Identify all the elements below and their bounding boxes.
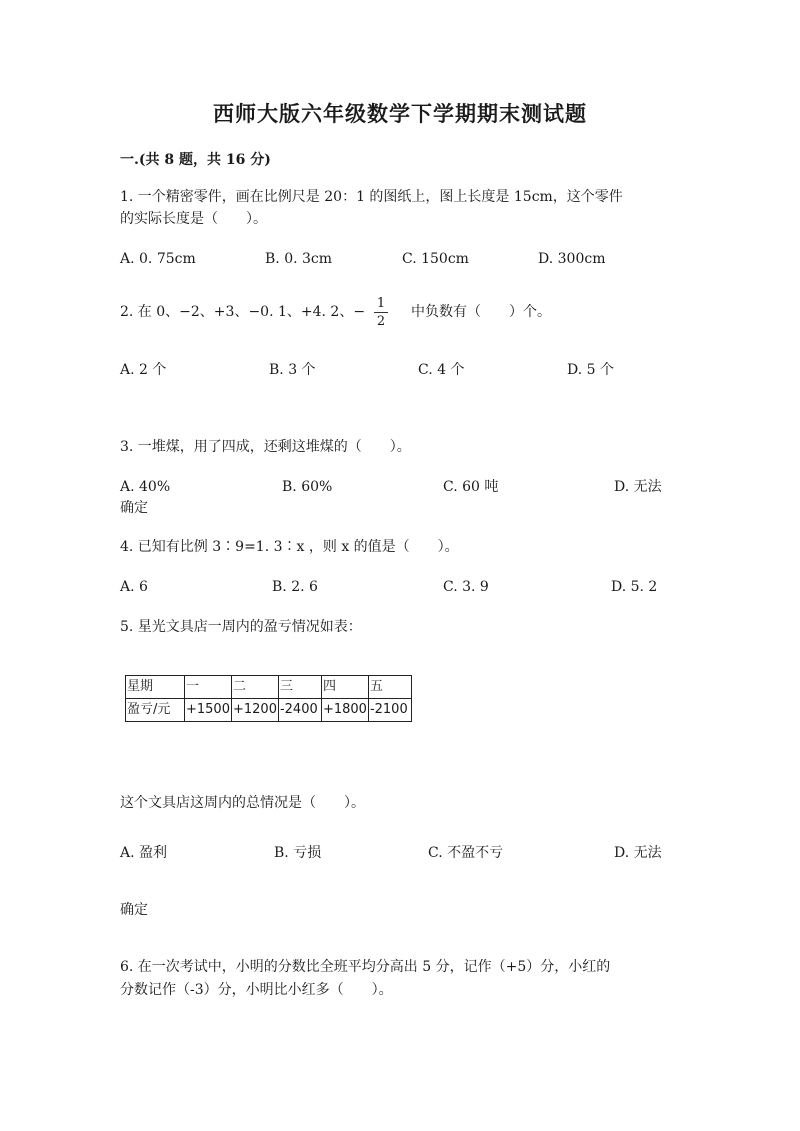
question-1-option-b: B. 0. 3cm [265,251,333,267]
question-3-text: 3. 一堆煤，用了四成，还剩这堆煤的（ ）。 [120,439,411,455]
question-3-option-d-wrap: 确定 [120,500,148,516]
question-4-option-c: C. 3. 9 [443,579,489,595]
page-title: 西师大版六年级数学下学期期末测试题 [213,101,587,126]
table-cell: +1200 [231,699,278,722]
fraction-bar [374,312,388,313]
question-6-line-1: 6. 在一次考试中，小明的分数比全班平均分高出 5 分，记作（+5）分，小红的 [120,959,611,975]
question-3-option-c: C. 60 吨 [443,479,499,495]
question-2-text: 2. 在 0、−2、+3、−0. 1、+4. 2、− [120,304,366,320]
question-5-option-d: D. 无法 [614,845,662,861]
question-2-option-d: D. 5 个 [567,362,614,378]
fraction-one-half [372,296,390,329]
question-5-text: 5. 星光文具店一周内的盈亏情况如表： [120,619,362,635]
section-heading: 一.(共 8 题，共 16 分) [120,152,271,168]
question-5-option-d-wrap: 确定 [120,902,148,918]
table-cell: +1800 [321,699,368,722]
question-3-option-a: A. 40% [120,479,171,495]
question-4-option-a: A. 6 [120,579,148,595]
table-row [126,699,412,722]
table-cell: 五 [368,676,411,699]
question-1-option-c: C. 150cm [402,251,469,267]
table-cell: 盈亏/元 [126,699,185,722]
question-4-option-b: B. 2. 6 [272,579,318,595]
question-6-line-2: 分数记作（-3）分，小明比小红多（ ）。 [120,982,393,998]
table-cell: -2400 [278,699,321,722]
table-header-row [126,676,412,699]
question-2-option-c: C. 4 个 [418,362,465,378]
question-3-option-d: D. 无法 [614,479,662,495]
question-1-line-1: 1. 一个精密零件，画在比例尺是 20：1 的图纸上，图上长度是 15cm，这个零件 [120,189,623,205]
table-cell: +1500 [185,699,232,722]
table-cell: 星期 [126,676,185,699]
table-cell: 四 [321,676,368,699]
profit-loss-table [125,675,412,722]
question-3-option-b: B. 60% [282,479,333,495]
question-5-option-c: C. 不盈不亏 [428,845,504,861]
table-cell: -2100 [368,699,411,722]
question-5-option-b: B. 亏损 [274,845,322,861]
question-2-option-b: B. 3 个 [269,362,316,378]
table-cell: 一 [185,676,232,699]
question-2-text-after: 中负数有（ ）个。 [411,304,551,320]
table-cell: 三 [278,676,321,699]
question-1-option-d: D. 300cm [538,251,606,267]
question-4-text: 4. 已知有比例 3∶9=1. 3∶x ，则 x 的值是（ ）。 [120,539,459,555]
question-4-option-d: D. 5. 2 [611,579,658,595]
question-5-option-a: A. 盈利 [120,845,168,861]
fraction-numerator: 1 [376,296,386,311]
question-5-question: 这个文具店这周内的总情况是（ ）。 [120,795,365,811]
question-1-option-a: A. 0. 75cm [120,251,196,267]
fraction-denominator: 2 [376,314,386,329]
table-cell: 二 [231,676,278,699]
question-1-line-2: 的实际长度是（ ）。 [120,211,267,227]
question-2-option-a: A. 2 个 [120,362,167,378]
